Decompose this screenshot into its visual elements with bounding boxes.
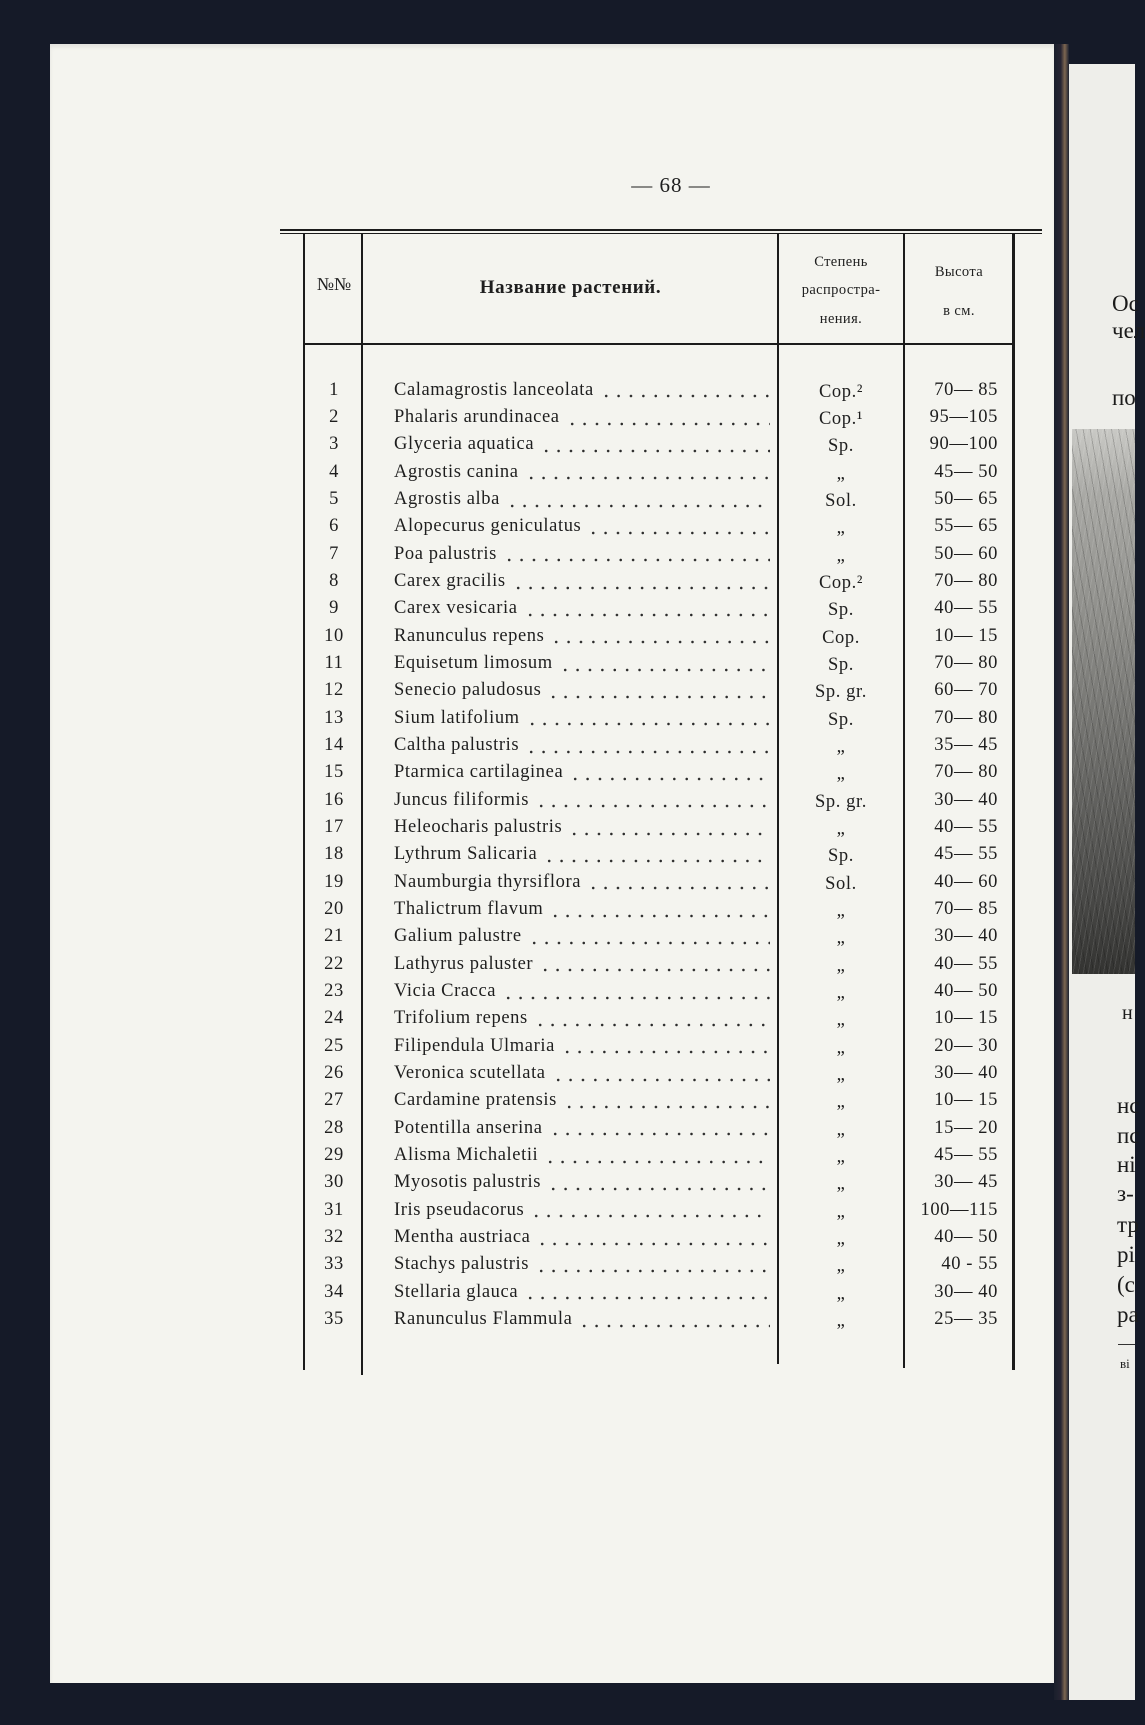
row-number: 30 [324, 1172, 344, 1193]
facing-page-photo [1072, 429, 1135, 974]
table-row [305, 1060, 1014, 1087]
height-cm: 55— 65 [934, 516, 998, 537]
leader-dots [568, 814, 770, 841]
table-row [305, 623, 1014, 650]
leader-dots [587, 869, 770, 896]
plant-name-cell [394, 869, 770, 896]
table-row [305, 759, 1014, 786]
abundance-degree: „ [836, 1010, 846, 1031]
abundance-degree: „ [836, 1229, 846, 1250]
plant-name: Agrostis alba [394, 489, 500, 510]
row-number: 25 [324, 1035, 344, 1056]
abundance-degree: „ [836, 901, 846, 922]
plant-name-cell [394, 978, 770, 1005]
height-cm: 10— 15 [934, 1090, 998, 1111]
height-cm: 40— 60 [934, 871, 998, 892]
height-cm: 100—115 [920, 1199, 998, 1220]
plant-name: Senecio paludosus [394, 680, 542, 701]
row-number: 24 [324, 1008, 344, 1029]
plant-name-cell [394, 1197, 770, 1224]
plant-name: Alisma Michaletii [394, 1145, 539, 1166]
table-row [305, 1142, 1014, 1169]
plant-name: Ranunculus Flammula [394, 1309, 573, 1330]
row-number: 26 [324, 1063, 344, 1084]
height-cm: 70— 85 [934, 379, 998, 400]
table-row [305, 1197, 1014, 1224]
leader-dots [550, 623, 770, 650]
leader-dots [587, 513, 770, 540]
plant-name-cell [394, 1169, 770, 1196]
page-number: — 68 — [631, 173, 711, 197]
facing-text-fragment: нс [1117, 1093, 1140, 1118]
plant-name: Juncus filiformis [394, 789, 530, 810]
table-row [305, 1033, 1014, 1060]
plant-name-cell [394, 1279, 770, 1306]
table-row [305, 595, 1014, 622]
leader-dots [561, 1033, 770, 1060]
plant-name: Thalictrum flavum [394, 899, 544, 920]
leader-dots [534, 1005, 770, 1032]
leader-dots [547, 677, 770, 704]
leader-dots [512, 568, 770, 595]
plant-name-cell [394, 814, 770, 841]
abundance-degree: Cop. [822, 627, 860, 648]
height-cm: 95—105 [929, 407, 998, 428]
row-number: 27 [324, 1090, 344, 1111]
plant-name: Calamagrostis lanceolata [394, 379, 594, 400]
abundance-degree: „ [836, 928, 846, 949]
leader-dots [506, 486, 770, 513]
abundance-degree: Sp. [828, 709, 854, 730]
table-row [305, 486, 1014, 513]
plant-name-cell [394, 759, 770, 786]
table-row [305, 1224, 1014, 1251]
table-row [305, 1115, 1014, 1142]
row-number: 16 [324, 789, 344, 810]
abundance-degree: Sp. [828, 846, 854, 867]
row-number: 3 [329, 434, 339, 455]
leader-dots [503, 541, 770, 568]
plant-name: Vicia Cracca [394, 981, 497, 1002]
row-number: 28 [324, 1117, 344, 1138]
row-number: 7 [329, 543, 339, 564]
height-cm: 30— 40 [934, 1281, 998, 1302]
height-cm: 40— 55 [934, 953, 998, 974]
plant-name-cell [394, 513, 770, 540]
plant-name: Equisetum limosum [394, 653, 553, 674]
table-row [305, 1087, 1014, 1114]
table-top-rule-thin [280, 233, 1042, 234]
table-row [305, 814, 1014, 841]
height-cm: 40— 50 [934, 981, 998, 1002]
table-row [305, 568, 1014, 595]
abundance-degree: Cop.² [818, 381, 863, 402]
table-row [305, 732, 1014, 759]
plant-name-cell [394, 951, 770, 978]
height-cm: 40— 50 [934, 1227, 998, 1248]
abundance-degree: Sp. gr. [814, 791, 867, 812]
abundance-degree: „ [836, 1174, 846, 1195]
row-number: 5 [329, 489, 339, 510]
leader-dots [547, 1169, 770, 1196]
row-number: 10 [324, 625, 344, 646]
plant-name-cell [394, 896, 770, 923]
table-row [305, 677, 1014, 704]
row-number: 15 [324, 762, 344, 783]
plant-name: Iris pseudacorus [394, 1199, 525, 1220]
plant-name: Stellaria glauca [394, 1281, 519, 1302]
row-number: 11 [324, 653, 344, 674]
table-row [305, 896, 1014, 923]
plant-name-cell [394, 459, 770, 486]
row-number: 18 [324, 844, 344, 865]
row-number: 20 [324, 899, 344, 920]
plant-name-cell [394, 377, 770, 404]
abundance-degree: „ [836, 1119, 846, 1140]
height-cm: 20— 30 [934, 1035, 998, 1056]
table-row [305, 869, 1014, 896]
plant-name: Cardamine pratensis [394, 1090, 557, 1111]
height-cm: 50— 65 [934, 489, 998, 510]
leader-dots [525, 459, 770, 486]
row-number: 21 [324, 926, 344, 947]
height-cm: 70— 80 [934, 762, 998, 783]
header-degree-line-3: нения. [819, 311, 863, 327]
facing-text-fragment: ні [1117, 1152, 1136, 1177]
table-row [305, 459, 1014, 486]
leader-dots [563, 1087, 770, 1114]
row-number: 1 [329, 379, 339, 400]
leader-dots [578, 1306, 770, 1333]
abundance-degree: „ [836, 545, 846, 566]
plant-name: Glyceria aquatica [394, 434, 535, 455]
plant-name-cell [394, 705, 770, 732]
leader-dots [540, 431, 770, 458]
height-cm: 30— 40 [934, 926, 998, 947]
plant-name: Stachys palustris [394, 1254, 530, 1275]
height-cm: 10— 15 [934, 1008, 998, 1029]
table-row [305, 787, 1014, 814]
leader-dots [535, 787, 770, 814]
leader-dots [535, 1251, 770, 1278]
leader-dots [552, 1060, 770, 1087]
leader-dots [544, 1142, 770, 1169]
height-cm: 45— 55 [934, 1145, 998, 1166]
height-cm: 50— 60 [934, 543, 998, 564]
plant-name-cell [394, 1142, 770, 1169]
table-row [305, 1005, 1014, 1032]
row-number: 17 [324, 817, 344, 838]
plant-name-cell [394, 568, 770, 595]
abundance-degree: Sp. [828, 600, 854, 621]
leader-dots [566, 404, 770, 431]
header-degree-line-1: Степень [814, 254, 868, 270]
row-number: 13 [324, 707, 344, 728]
abundance-degree: „ [836, 1092, 846, 1113]
abundance-degree: Sp. gr. [814, 682, 867, 703]
abundance-degree: „ [836, 819, 846, 840]
plant-name-cell [394, 787, 770, 814]
plant-name-cell [394, 1087, 770, 1114]
plant-name-cell [394, 595, 770, 622]
height-cm: 45— 55 [934, 844, 998, 865]
facing-text-fragment: з- [1117, 1181, 1134, 1206]
abundance-degree: Sol. [825, 873, 857, 894]
row-number: 34 [324, 1281, 344, 1302]
facing-text-fragment: пс [1117, 1123, 1140, 1148]
plant-name-cell [394, 404, 770, 431]
leader-dots [526, 705, 770, 732]
leader-dots [524, 595, 770, 622]
facing-text-fragment: Ос [1112, 291, 1139, 316]
leader-dots [600, 377, 770, 404]
plant-name-cell [394, 732, 770, 759]
table-row [305, 431, 1014, 458]
plant-name: Carex vesicaria [394, 598, 518, 619]
plant-name: Heleocharis palustris [394, 817, 563, 838]
plant-name: Naumburgia thyrsiflora [394, 871, 582, 892]
plant-name: Lythrum Salicaria [394, 844, 538, 865]
abundance-degree: „ [836, 1147, 846, 1168]
header-height-line-2: в см. [943, 303, 975, 319]
table-row [305, 513, 1014, 540]
leader-dots [502, 978, 770, 1005]
facing-text-fragment: рі [1117, 1242, 1135, 1267]
abundance-degree: „ [836, 1037, 846, 1058]
facing-text-fragment: н [1122, 1002, 1133, 1024]
leader-dots [525, 732, 770, 759]
abundance-degree: „ [836, 1283, 846, 1304]
plant-name: Ranunculus repens [394, 625, 545, 646]
table-top-rule [280, 229, 1042, 231]
row-number: 8 [329, 571, 339, 592]
height-cm: 40— 55 [934, 817, 998, 838]
plant-name-cell [394, 1251, 770, 1278]
leader-dots [539, 951, 770, 978]
leader-dots [524, 1279, 770, 1306]
height-cm: 30— 40 [934, 789, 998, 810]
table-row [305, 951, 1014, 978]
row-number: 23 [324, 981, 344, 1002]
height-cm: 30— 40 [934, 1063, 998, 1084]
row-number: 29 [324, 1145, 344, 1166]
row-number: 14 [324, 735, 344, 756]
leader-dots [559, 650, 770, 677]
table-row [305, 705, 1014, 732]
facing-text-fragment: чел [1112, 318, 1145, 343]
height-cm: 90—100 [929, 434, 998, 455]
plant-name: Ptarmica cartilaginea [394, 762, 564, 783]
plant-name: Trifolium repens [394, 1008, 528, 1029]
row-number: 31 [324, 1199, 344, 1220]
height-cm: 70— 80 [934, 707, 998, 728]
table-row [305, 404, 1014, 431]
plant-name: Myosotis palustris [394, 1172, 541, 1193]
plant-name: Potentilla anserina [394, 1117, 543, 1138]
plant-name: Filipendula Ulmaria [394, 1035, 555, 1056]
plant-name-cell [394, 923, 770, 950]
height-cm: 15— 20 [934, 1117, 998, 1138]
plant-name-cell [394, 1115, 770, 1142]
plant-name-cell [394, 1306, 770, 1333]
row-number: 12 [324, 680, 344, 701]
plant-name: Poa palustris [394, 543, 497, 564]
abundance-degree: „ [836, 983, 846, 1004]
plant-name-cell [394, 1224, 770, 1251]
plant-name-cell [394, 650, 770, 677]
height-cm: 40 - 55 [941, 1254, 998, 1275]
plant-name-cell [394, 623, 770, 650]
facing-footnote-rule [1118, 1344, 1135, 1345]
leader-dots [528, 923, 770, 950]
table-row [305, 978, 1014, 1005]
abundance-degree: Sp. [828, 655, 854, 676]
height-cm: 60— 70 [934, 680, 998, 701]
header-degree-line-2: распростра- [801, 282, 881, 298]
plant-name-cell [394, 677, 770, 704]
facing-text-fragment: по [1112, 385, 1136, 410]
abundance-degree: „ [836, 1201, 846, 1222]
plant-name: Veronica scutellata [394, 1063, 546, 1084]
table-row [305, 541, 1014, 568]
plant-name-cell [394, 841, 770, 868]
header-height-line-1: Высота [934, 264, 984, 280]
height-cm: 30— 45 [934, 1172, 998, 1193]
table-row [305, 923, 1014, 950]
leader-dots [549, 1115, 770, 1142]
plant-name-cell [394, 1033, 770, 1060]
row-number: 6 [329, 516, 339, 537]
abundance-degree: Cop.² [818, 573, 863, 594]
plant-name: Lathyrus paluster [394, 953, 534, 974]
height-cm: 25— 35 [934, 1309, 998, 1330]
height-cm: 45— 50 [934, 461, 998, 482]
leader-dots [530, 1197, 770, 1224]
facing-footnote-fragment: ві [1120, 1356, 1130, 1371]
plant-name-cell [394, 1005, 770, 1032]
leader-dots [549, 896, 770, 923]
height-cm: 70— 80 [934, 571, 998, 592]
facing-text-fragment: тр [1117, 1212, 1139, 1237]
plant-name: Caltha palustris [394, 735, 520, 756]
abundance-degree: „ [836, 463, 846, 484]
row-number: 35 [324, 1309, 344, 1330]
height-cm: 10— 15 [934, 625, 998, 646]
book-binding [1054, 44, 1069, 1700]
row-number: 33 [324, 1254, 344, 1275]
table-row [305, 1279, 1014, 1306]
plant-name-cell [394, 486, 770, 513]
plant-name: Carex gracilis [394, 571, 506, 592]
abundance-degree: „ [836, 737, 846, 758]
table-row [305, 377, 1014, 404]
leader-dots [536, 1224, 770, 1251]
table-row [305, 650, 1014, 677]
leader-dots [569, 759, 770, 786]
table-row [305, 1169, 1014, 1196]
facing-text-fragment: (с [1117, 1272, 1135, 1297]
abundance-degree: „ [836, 764, 846, 785]
header-plant-name: Название растений. [479, 277, 662, 298]
plant-name: Sium latifolium [394, 707, 520, 728]
abundance-degree: Sp. [828, 436, 854, 457]
table-row [305, 841, 1014, 868]
abundance-degree: „ [836, 518, 846, 539]
plant-name-cell [394, 431, 770, 458]
row-number: 32 [324, 1227, 344, 1248]
plant-name: Phalaris arundinacea [394, 407, 560, 428]
header-number: №№ [316, 274, 352, 294]
height-cm: 35— 45 [934, 735, 998, 756]
table-row [305, 1251, 1014, 1278]
abundance-degree: Cop.¹ [818, 409, 863, 430]
table-row [305, 1306, 1014, 1333]
row-number: 9 [329, 598, 339, 619]
abundance-degree: „ [836, 955, 846, 976]
abundance-degree: „ [836, 1311, 846, 1332]
plant-name: Alopecurus geniculatus [394, 516, 582, 537]
plant-name: Agrostis canina [394, 461, 519, 482]
abundance-degree: Sol. [825, 491, 857, 512]
plant-name-cell [394, 541, 770, 568]
abundance-degree: „ [836, 1256, 846, 1277]
row-number: 19 [324, 871, 344, 892]
row-number: 2 [329, 407, 339, 428]
height-cm: 40— 55 [934, 598, 998, 619]
plant-name-cell [394, 1060, 770, 1087]
row-number: 22 [324, 953, 344, 974]
leader-dots [543, 841, 770, 868]
height-cm: 70— 85 [934, 899, 998, 920]
table-header-rule [304, 343, 1015, 345]
height-cm: 70— 80 [934, 653, 998, 674]
plant-name: Galium palustre [394, 926, 522, 947]
plant-name: Mentha austriaca [394, 1227, 531, 1248]
facing-text-fragment: ра [1117, 1302, 1139, 1327]
abundance-degree: „ [836, 1065, 846, 1086]
row-number: 4 [329, 461, 339, 482]
